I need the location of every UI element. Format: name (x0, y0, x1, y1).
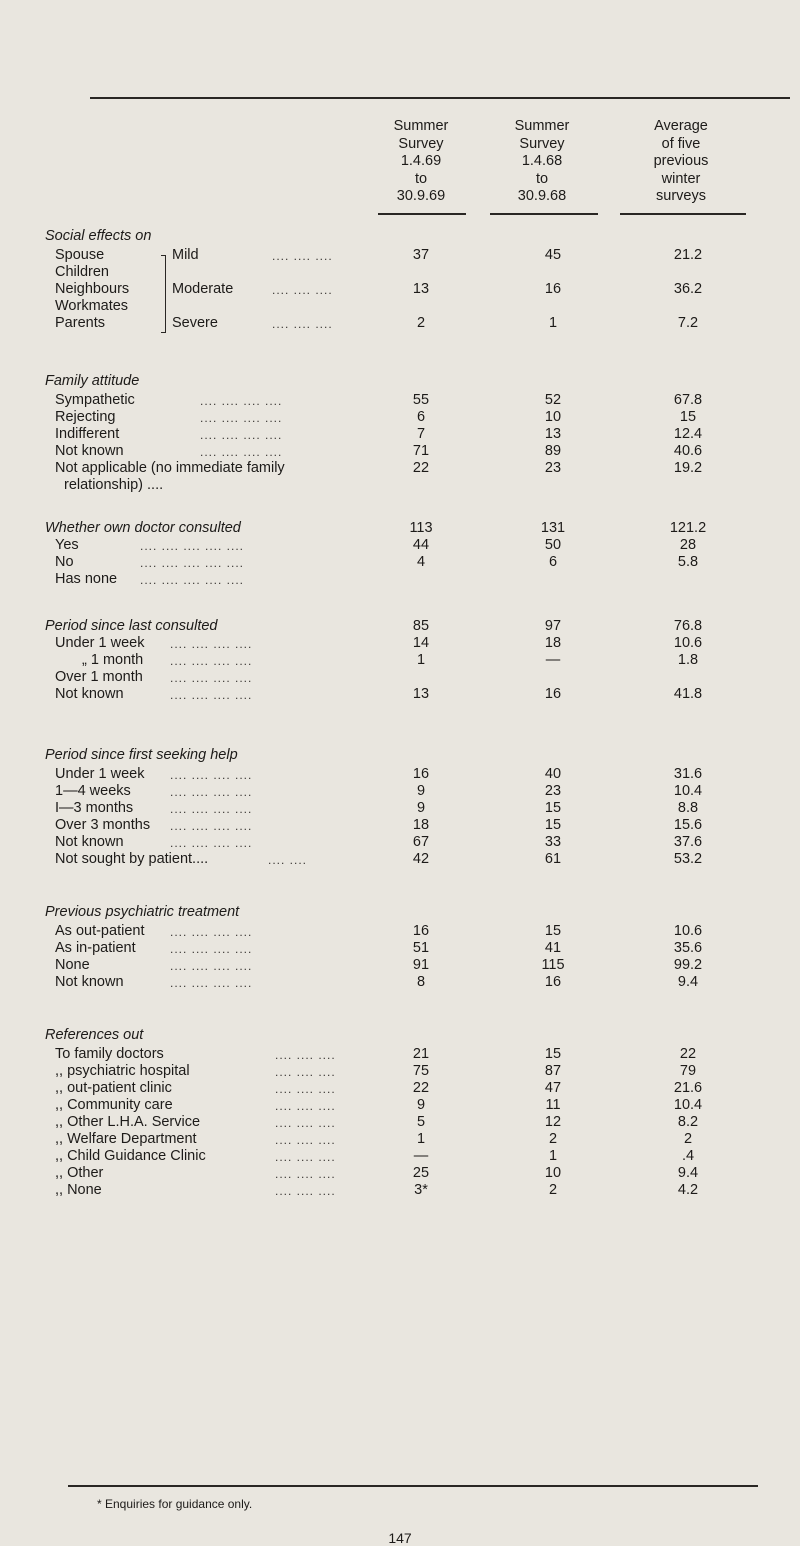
header-line: 30.9.69 (396, 188, 446, 204)
footnote: * Enquiries for guidance only. (97, 1497, 253, 1511)
leader-dots: .... .... .... (275, 1099, 336, 1113)
leader-dots: .... .... .... .... (170, 688, 253, 702)
cell-value: 4 (416, 554, 426, 570)
leader-dots: .... .... .... (275, 1082, 336, 1096)
social-label-spouse: Spouse (55, 247, 105, 263)
cell-value: 3* (414, 1182, 428, 1198)
row-label: Not applicable (no immediate family (55, 460, 285, 476)
cell-value: 1 (416, 652, 426, 668)
leader-dots: .... .... .... .... .... (140, 573, 245, 587)
leader-dots: .... .... .... .... (170, 785, 253, 799)
cell-value: 10.6 (673, 923, 703, 939)
cell-value: 87 (544, 1063, 562, 1079)
cell-value: 9.4 (677, 1165, 699, 1181)
col-header-winter-average (636, 118, 726, 206)
cell-value: 55 (412, 392, 430, 408)
cell-value: 91 (412, 957, 430, 973)
leader-dots: .... .... .... .... (200, 394, 283, 408)
row-label: Not known (55, 834, 124, 850)
cell-value: 41 (544, 940, 562, 956)
row-label: Moderate (172, 281, 234, 297)
cell-value: 47 (544, 1080, 562, 1096)
cell-value: 7.2 (677, 315, 699, 331)
cell-value: 2 (416, 315, 426, 331)
cell-value: 16 (544, 686, 562, 702)
leader-dots: .... .... .... .... (170, 819, 253, 833)
cell-value: 18 (412, 817, 430, 833)
page-number: 147 (388, 1530, 412, 1546)
row-label: Indifferent (55, 426, 120, 442)
cell-value: 13 (412, 281, 430, 297)
cell-value: 19.2 (673, 460, 703, 476)
cell-value: 2 (548, 1182, 558, 1198)
cell-value: 10 (544, 1165, 562, 1181)
leader-dots: .... .... .... (275, 1184, 336, 1198)
header-line: to (414, 170, 428, 187)
bottom-rule (68, 1485, 758, 1487)
cell-value: 10.6 (673, 635, 703, 651)
col-header-summer-1969 (378, 118, 464, 206)
leader-dots: .... .... .... .... (170, 768, 253, 782)
cell-value: 5 (416, 1114, 426, 1130)
row-label: ,, psychiatric hospital (55, 1063, 190, 1079)
leader-dots: .... .... .... (275, 1116, 336, 1130)
leader-dots: .... .... .... (272, 317, 333, 331)
leader-dots: .... .... .... .... (200, 445, 283, 459)
row-label: Not known (55, 686, 124, 702)
cell-value: 13 (412, 686, 430, 702)
cell-value: 16 (544, 281, 562, 297)
cell-value: 10 (544, 409, 562, 425)
cell-value: 99.2 (673, 957, 703, 973)
row-label: ,, Community care (55, 1097, 173, 1113)
cell-value: 9 (416, 800, 426, 816)
cell-value: 115 (541, 957, 565, 973)
cell-value: 9.4 (677, 974, 699, 990)
header-line: previous (653, 153, 709, 169)
row-label: relationship) .... (64, 477, 164, 493)
section-social-effects: Social effects on (45, 228, 152, 244)
leader-dots: .... .... .... (272, 283, 333, 297)
header-underline-1 (378, 213, 466, 215)
header-line: Summer (393, 118, 449, 134)
row-label: Not known (55, 974, 124, 990)
cell-value: — (545, 652, 561, 668)
cell-value: 7 (416, 426, 426, 442)
cell-value: 15.6 (673, 817, 703, 833)
social-label-children: Children (55, 264, 109, 280)
cell-value: 22 (412, 1080, 430, 1096)
leader-dots: .... .... .... .... (170, 654, 253, 668)
social-label-neighbours: Neighbours (55, 281, 130, 297)
cell-value: 21.6 (673, 1080, 703, 1096)
cell-value: 16 (412, 923, 430, 939)
cell-value: 8.2 (677, 1114, 699, 1130)
header-line: Summer (514, 118, 570, 134)
cell-value: 1.8 (677, 652, 699, 668)
leader-dots: .... .... .... .... .... (140, 556, 245, 570)
row-label: ,, Other (55, 1165, 104, 1181)
row-label: As out-patient (55, 923, 145, 939)
cell-value: 13 (544, 426, 562, 442)
leader-dots: .... .... .... (275, 1048, 336, 1062)
section-title: Previous psychiatric treatment (45, 904, 240, 920)
row-label: ,, Other L.H.A. Service (55, 1114, 201, 1130)
section-title: Whether own doctor consulted (45, 520, 241, 536)
cell-value: 15 (544, 1046, 562, 1062)
leader-dots: .... .... .... .... (170, 671, 253, 685)
cell-value: 5.8 (677, 554, 699, 570)
row-label: Not sought by patient.... (55, 851, 209, 867)
cell-value: 40 (544, 766, 562, 782)
row-label: ,, Welfare Department (55, 1131, 197, 1147)
cell-value: 71 (412, 443, 430, 459)
cell-value: 44 (412, 537, 430, 553)
cell-value: 16 (544, 974, 562, 990)
cell-value: 1 (548, 1148, 558, 1164)
cell-value: 18 (544, 635, 562, 651)
leader-dots: .... .... .... .... (200, 428, 283, 442)
row-label: Over 3 months (55, 817, 151, 833)
leader-dots: .... .... .... .... (170, 802, 253, 816)
cell-value: 25 (412, 1165, 430, 1181)
cell-value: 42 (412, 851, 430, 867)
cell-value: 89 (544, 443, 562, 459)
total-value: 76.8 (673, 618, 703, 634)
row-label: Severe (172, 315, 218, 331)
row-label: Mild (172, 247, 199, 263)
header-line: Survey (519, 135, 565, 152)
row-label: Yes (55, 537, 79, 553)
cell-value: 11 (545, 1097, 561, 1113)
row-label: Under 1 week (55, 635, 145, 651)
cell-value: 23 (544, 460, 562, 476)
col-header-summer-1968 (499, 118, 585, 206)
cell-value: 15 (544, 817, 562, 833)
row-label: Under 1 week (55, 766, 145, 782)
row-label: ,, out-patient clinic (55, 1080, 172, 1096)
cell-value: 22 (679, 1046, 697, 1062)
cell-value: 45 (544, 247, 562, 263)
total-value: 131 (540, 520, 566, 536)
row-label: As in-patient (55, 940, 136, 956)
header-line: 1.4.69 (400, 153, 442, 169)
row-label: 1—4 weeks (55, 783, 131, 799)
cell-value: 67.8 (673, 392, 703, 408)
cell-value: 4.2 (677, 1182, 699, 1198)
row-label: ,, None (55, 1182, 102, 1198)
cell-value: 67 (412, 834, 430, 850)
cell-value: 2 (548, 1131, 558, 1147)
cell-value: 61 (544, 851, 562, 867)
leader-dots: .... .... .... .... (170, 976, 253, 990)
cell-value: 33 (544, 834, 562, 850)
cell-value: 23 (544, 783, 562, 799)
bracket-brace (161, 255, 166, 333)
total-value: 121.2 (669, 520, 707, 536)
cell-value: 14 (412, 635, 430, 651)
row-label: Rejecting (55, 409, 116, 425)
row-label: „ 1 month (82, 652, 144, 668)
cell-value: 37.6 (673, 834, 703, 850)
row-label: None (55, 957, 90, 973)
row-label: Over 1 month (55, 669, 143, 685)
leader-dots: .... .... .... (275, 1167, 336, 1181)
cell-value: 51 (412, 940, 430, 956)
section-title: Period since last consulted (45, 618, 218, 634)
cell-value: 12.4 (673, 426, 703, 442)
social-label-workmates: Workmates (55, 298, 129, 314)
section-title: Period since first seeking help (45, 747, 238, 763)
cell-value: 41.8 (673, 686, 703, 702)
cell-value: 35.6 (673, 940, 703, 956)
header-line: winter (661, 170, 701, 187)
cell-value: .4 (681, 1148, 695, 1164)
cell-value: 10.4 (673, 783, 703, 799)
cell-value: 15 (679, 409, 697, 425)
header-underline-2 (490, 213, 598, 215)
header-line: Average (654, 118, 708, 134)
leader-dots: .... .... .... .... (170, 925, 253, 939)
leader-dots: .... .... .... (272, 249, 333, 263)
header-underline-3 (620, 213, 746, 215)
cell-value: 79 (679, 1063, 697, 1079)
cell-value: 1 (416, 1131, 426, 1147)
cell-value: 75 (412, 1063, 430, 1079)
leader-dots: .... .... .... .... (170, 959, 253, 973)
cell-value: 28 (679, 537, 697, 553)
leader-dots: .... .... .... .... (200, 411, 283, 425)
cell-value: 2 (683, 1131, 693, 1147)
cell-value: 9 (416, 783, 426, 799)
header-line: to (535, 170, 549, 187)
cell-value: 22 (412, 460, 430, 476)
row-label: Not known (55, 443, 124, 459)
cell-value: 40.6 (673, 443, 703, 459)
leader-dots: .... .... .... .... (170, 637, 253, 651)
cell-value: 1 (548, 315, 558, 331)
row-label: ,, Child Guidance Clinic (55, 1148, 206, 1164)
header-line: Survey (398, 135, 444, 152)
row-label: No (55, 554, 74, 570)
leader-dots: .... .... .... .... (170, 836, 253, 850)
row-label: I—3 months (55, 800, 134, 816)
row-label: Sympathetic (55, 392, 135, 408)
cell-value: 6 (416, 409, 426, 425)
leader-dots: .... .... .... (275, 1065, 336, 1079)
header-line: 30.9.68 (517, 188, 567, 204)
leader-dots: .... .... .... .... .... (140, 539, 245, 553)
cell-value: 36.2 (673, 281, 703, 297)
cell-value: 8.8 (677, 800, 699, 816)
cell-value: 12 (544, 1114, 562, 1130)
cell-value: 31.6 (673, 766, 703, 782)
cell-value: 8 (416, 974, 426, 990)
cell-value: 10.4 (673, 1097, 703, 1113)
cell-value: 15 (544, 923, 562, 939)
total-value: 113 (409, 520, 433, 536)
cell-value: 53.2 (673, 851, 703, 867)
header-line: surveys (656, 188, 706, 204)
social-label-parents: Parents (55, 315, 105, 331)
top-rule (90, 97, 790, 99)
section-title: Family attitude (45, 373, 140, 389)
cell-value: 21.2 (673, 247, 703, 263)
total-value: 97 (544, 618, 562, 634)
leader-dots: .... .... .... (275, 1133, 336, 1147)
row-label: To family doctors (55, 1046, 164, 1062)
cell-value: 15 (544, 800, 562, 816)
cell-value: 52 (544, 392, 562, 408)
cell-value: 9 (416, 1097, 426, 1113)
leader-dots: .... .... .... (275, 1150, 336, 1164)
cell-value: 6 (548, 554, 558, 570)
leader-dots: .... .... .... .... (170, 942, 253, 956)
cell-value: — (413, 1148, 429, 1164)
section-title: References out (45, 1027, 144, 1043)
leader-dots: .... .... (268, 853, 308, 867)
header-line: of five (661, 135, 701, 152)
total-value: 85 (412, 618, 430, 634)
header-line: 1.4.68 (521, 153, 563, 169)
cell-value: 16 (412, 766, 430, 782)
cell-value: 50 (544, 537, 562, 553)
cell-value: 21 (412, 1046, 430, 1062)
cell-value: 37 (412, 247, 430, 263)
row-label: Has none (55, 571, 118, 587)
